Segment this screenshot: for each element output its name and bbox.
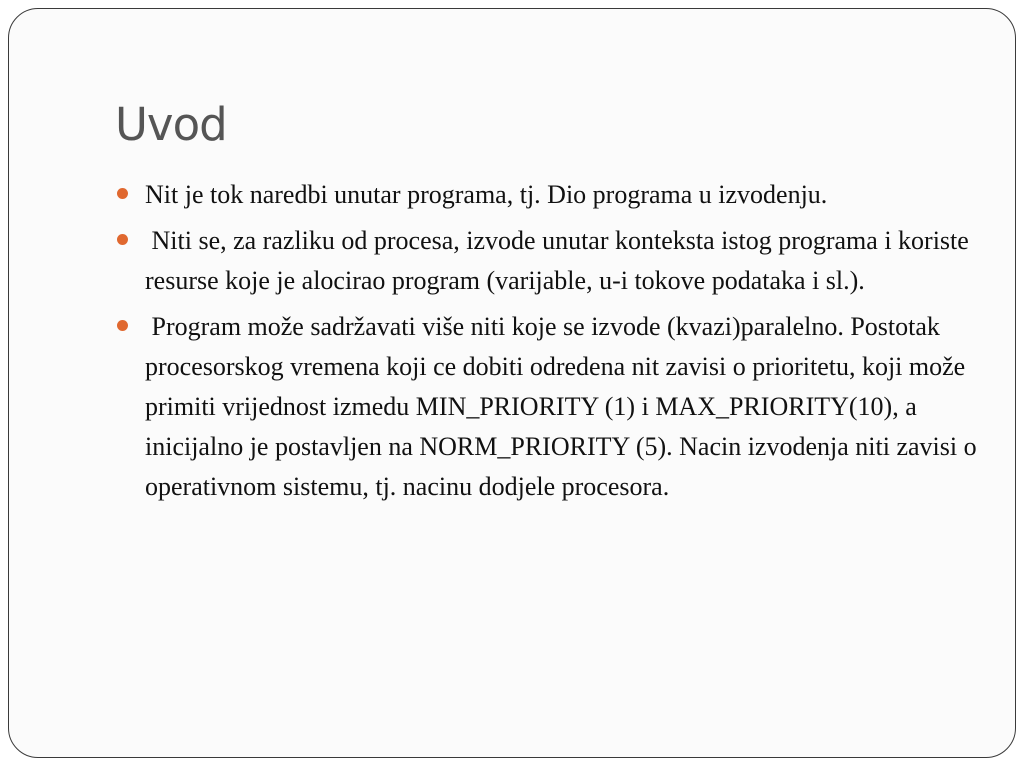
bullet-text: Nit je tok naredbi unutar programa, tj. Dio programa u izvodenju. xyxy=(145,180,828,209)
bullet-text: Niti se, za razliku od procesa, izvode unutar konteksta istog programa i koriste resurse koje je alocirao program (varijable, u-i tokove podataka i sl.). xyxy=(145,226,976,295)
bullet-list xyxy=(117,175,984,513)
bullet-text: Program može sadržavati više niti koje se izvode (kvazi)paralelno. Postotak procesorskog vremena koji ce dobiti odredena nit zavisi o prioritetu, koji može primiti vrijednost izmedu MIN_PRIORITY (1) i MAX_PRIORITY(10), a inicijalno je postavljen na NORM_PRIORITY (5). Nacin izvodenja niti zavisi o operativnom sistemu, tj. nacinu dodjele procesora. xyxy=(145,312,984,501)
bullet-dot-icon xyxy=(117,234,128,245)
bullet-item xyxy=(117,221,977,301)
bullet-item xyxy=(117,307,984,507)
slide-title: Uvod xyxy=(115,98,227,151)
bullet-dot-icon xyxy=(117,188,128,199)
slide xyxy=(8,8,1016,758)
bullet-item xyxy=(117,175,977,215)
bullet-dot-icon xyxy=(117,320,128,331)
